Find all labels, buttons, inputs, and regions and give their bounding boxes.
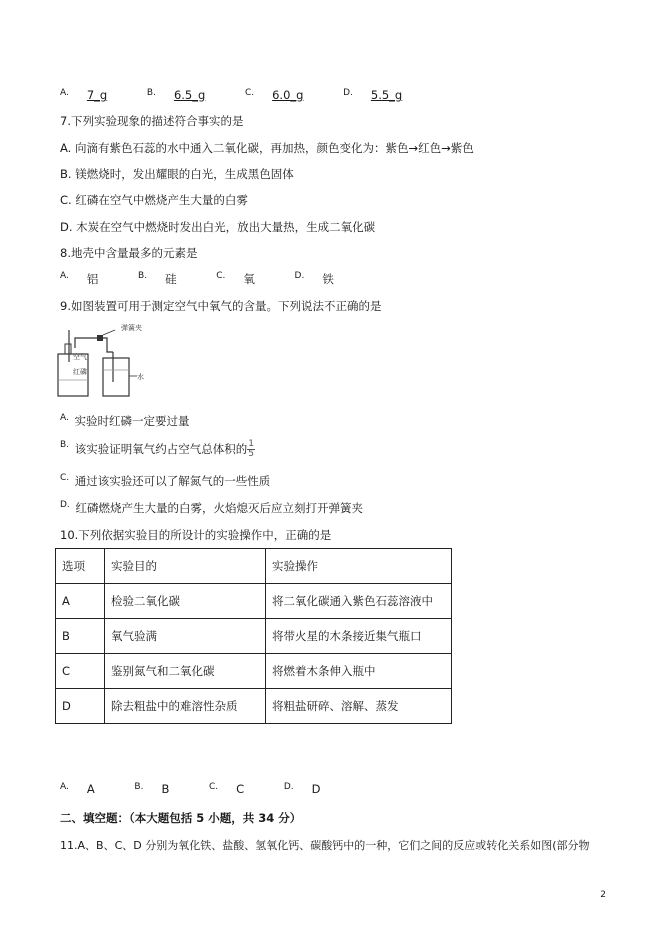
q10-answer-a: $^{A.}$ A: [60, 782, 95, 796]
cell-option: C: [56, 654, 105, 689]
cell-operation: 将燃着木条伸入瓶中: [266, 654, 452, 689]
phosphorus-label: 红磷: [73, 368, 87, 376]
fraction-one-fifth: $\frac{1}{5}$: [248, 439, 254, 459]
q6-option-b: $^{B.}$ 6.5_g: [146, 88, 206, 102]
cell-option: B: [56, 619, 105, 654]
q8-options: [60, 271, 370, 287]
cell-purpose: 检验二氧化碳: [105, 584, 266, 619]
page-number: 2: [600, 890, 606, 900]
q10-answer-b: $^{B.}$ B: [134, 782, 170, 796]
clip-label: 弹簧夹: [121, 324, 142, 332]
cell-purpose: 氧气验满: [105, 619, 266, 654]
header-option: 选项: [56, 549, 105, 584]
cell-operation: 将带火星的木条接近集气瓶口: [266, 619, 452, 654]
q10-answer-c: $^{C.}$ C: [208, 782, 245, 796]
apparatus-figure: [55, 322, 145, 400]
header-purpose: 实验目的: [105, 549, 266, 584]
header-operation: 实验操作: [266, 549, 452, 584]
section2-title: 二、填空题：（本大题包括 5 小题，共 34 分）: [60, 811, 302, 825]
cell-purpose: 鉴别氮气和二氧化碳: [105, 654, 266, 689]
q6-option-c: $^{C.}$ 6.0_g: [244, 88, 304, 102]
q10-answer-d: $^{D.}$ D: [283, 782, 321, 796]
q7-stem: 7.下列实验现象的描述符合事实的是: [60, 114, 244, 128]
table-row: [56, 619, 452, 654]
q10-answer-options: [60, 782, 356, 796]
cell-operation: 将粗盐研碎、溶解、蒸发: [266, 689, 452, 724]
q8-option-a: $^{A.}$ 铝: [60, 271, 99, 286]
table-row: [56, 654, 452, 689]
q8-option-b: $^{B.}$ 硅: [138, 271, 177, 286]
q10-table: [55, 548, 452, 724]
q10-stem: 10.下列依据实验目的所设计的实验操作中，正确的是: [60, 528, 332, 542]
q8-stem: 8.地壳中含量最多的元素是: [60, 246, 198, 260]
q11-stem: 11.A、B、C、D 分别为氧化铁、盐酸、氢氧化钙、碳酸钙中的一种，它们之间的反应或转化关系如图(部分物: [60, 839, 590, 852]
q7-option-a: A. 向滴有紫色石蕊的水中通入二氧化碳，再加热，颜色变化为：紫色→红色→紫色: [60, 141, 474, 155]
q9-option-a: $^{A.}$ 实验时红磷一定要过量: [60, 413, 190, 428]
clip-pointer: [103, 330, 115, 335]
q7-option-b: B. 镁燃烧时，发出耀眼的白光，生成黑色固体: [60, 167, 294, 181]
table-header-row: [56, 549, 452, 584]
q8-option-d: $^{D.}$ 铁: [294, 271, 334, 286]
table-row: [56, 584, 452, 619]
cell-option: A: [56, 584, 105, 619]
q8-option-c: $^{C.}$ 氧: [216, 271, 255, 286]
q7-option-d: D. 木炭在空气中燃烧时发出白光，放出大量热，生成二氧化碳: [60, 220, 376, 234]
q6-options: [60, 88, 438, 102]
q9-stem: 9.如图装置可用于测定空气中氧气的含量。下列说法不正确的是: [60, 299, 382, 313]
q7-option-c: C. 红磷在空气中燃烧产生大量的白雾: [60, 193, 248, 207]
q9-option-b: $^{B.}$ 该实验证明氧气约占空气总体积的 $\frac{1}{5}$: [60, 439, 254, 459]
beaker: [103, 358, 129, 396]
connecting-tube: [75, 338, 113, 352]
table-row: [56, 689, 452, 724]
spring-clip: [97, 335, 103, 341]
q6-option-d: $^{D.}$ 5.5_g: [343, 88, 403, 102]
q9-option-c: $^{C.}$ 通过该实验还可以了解氮气的一些性质: [60, 473, 271, 488]
cell-option: D: [56, 689, 105, 724]
q9-option-d: $^{D.}$ 红磷燃烧产生大量的白雾，火焰熄灭后应立刻打开弹簧夹: [60, 500, 363, 515]
air-label: 空气: [73, 353, 87, 361]
water-label: 水: [137, 373, 144, 381]
cell-purpose: 除去粗盐中的难溶性杂质: [105, 689, 266, 724]
flask-neck: [65, 344, 71, 354]
cell-operation: 将二氧化碳通入紫色石蕊溶液中: [266, 584, 452, 619]
q6-option-a: $^{A.}$ 7_g: [60, 88, 108, 102]
